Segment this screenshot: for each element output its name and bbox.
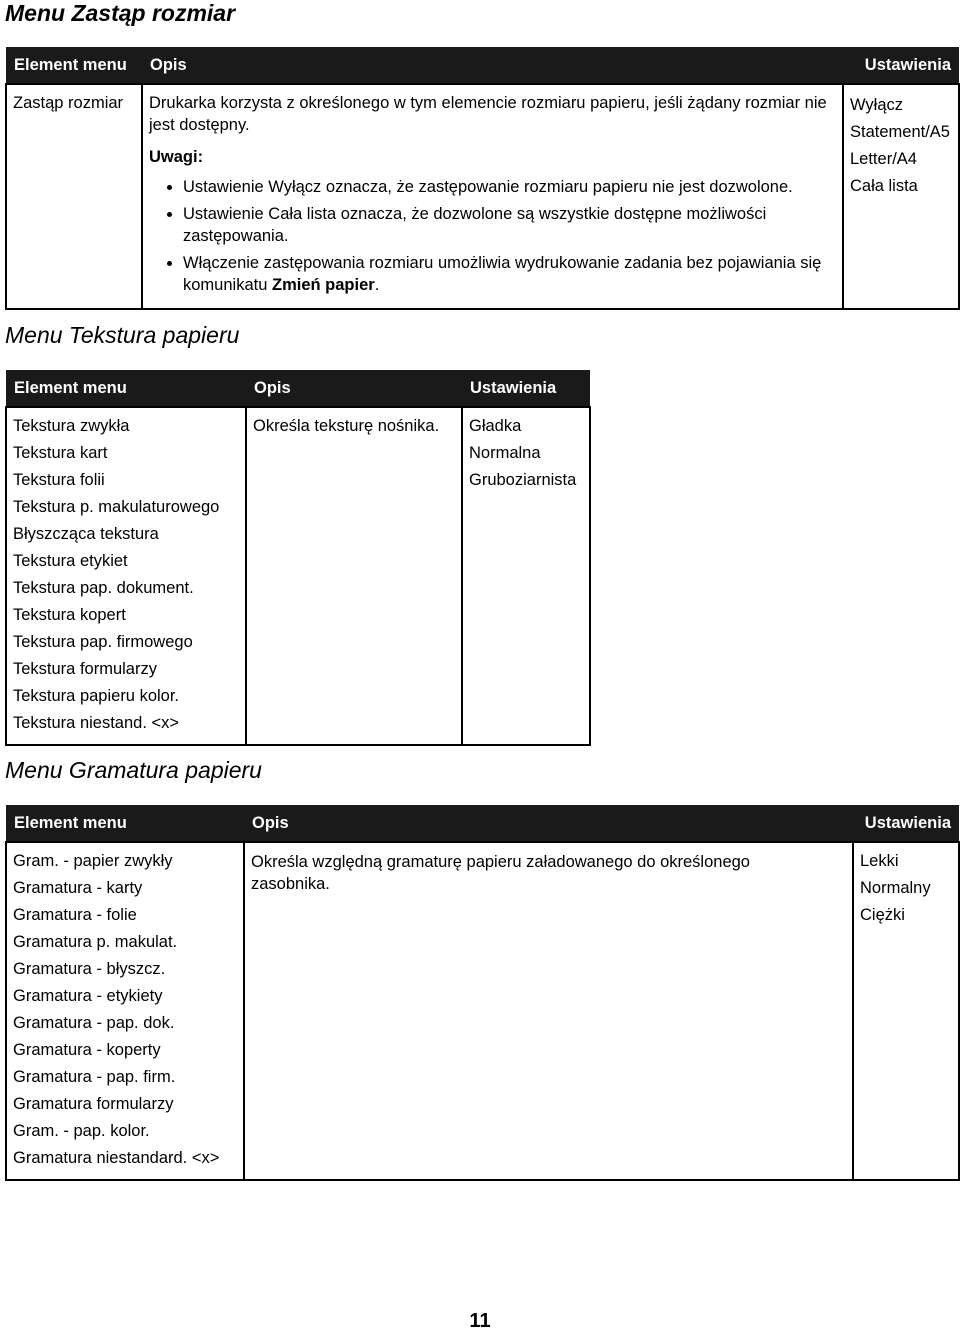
table-header-row (6, 47, 959, 84)
setting-value: Wyłącz (850, 96, 904, 114)
table-row (6, 842, 959, 1180)
element-item: Tekstura papieru kolor. (13, 687, 180, 705)
element-item: Błyszcząca tekstura (13, 525, 159, 543)
cell-description (142, 84, 843, 309)
header-element-menu: Element menu (6, 805, 244, 842)
setting-value: Normalna (469, 444, 541, 462)
element-item: Tekstura niestand. <x> (13, 714, 180, 732)
element-label: Zastąp rozmiar (13, 94, 124, 112)
table-gramatura (5, 805, 960, 1181)
header-ustawienia: Ustawienia (462, 370, 590, 407)
header-element-menu: Element menu (6, 47, 142, 84)
notes-list (149, 176, 836, 296)
cell-description (246, 407, 462, 745)
table-row (6, 84, 959, 309)
table-header-row (6, 805, 959, 842)
section-title-tekstura: Menu Tekstura papieru (5, 322, 240, 348)
element-item: Tekstura pap. firmowego (13, 633, 193, 651)
header-ustawienia: Ustawienia (853, 805, 959, 842)
table-tekstura (5, 370, 591, 746)
setting-value: Gruboziarnista (469, 471, 577, 489)
element-item: Gram. - pap. kolor. (13, 1122, 150, 1140)
table-row (6, 407, 590, 745)
element-item: Gramatura formularzy (13, 1095, 174, 1113)
cell-element (6, 84, 142, 309)
header-opis: Opis (246, 370, 462, 407)
element-item: Gramatura niestandard. <x> (13, 1149, 220, 1167)
element-item: Tekstura kart (13, 444, 108, 462)
element-item: Tekstura zwykła (13, 417, 130, 435)
setting-value: Letter/A4 (850, 150, 917, 168)
cell-settings (853, 842, 959, 1180)
cell-settings (462, 407, 590, 745)
cell-description (244, 842, 853, 1180)
element-item: Gramatura - pap. dok. (13, 1014, 175, 1032)
setting-value: Cała lista (850, 177, 918, 195)
element-item: Gramatura - koperty (13, 1041, 161, 1059)
element-item: Gramatura - karty (13, 879, 143, 897)
element-item: Tekstura p. makulaturowego (13, 498, 220, 516)
setting-value: Ciężki (860, 906, 905, 924)
header-opis: Opis (244, 805, 853, 842)
page-number: 11 (469, 1310, 491, 1332)
note-end: . (374, 276, 380, 294)
table-header-row (6, 370, 590, 407)
setting-value: Lekki (860, 852, 899, 870)
section-title-gramatura: Menu Gramatura papieru (5, 757, 262, 783)
setting-value: Statement/A5 (850, 123, 950, 141)
element-item: Gramatura - błyszcz. (13, 960, 166, 978)
element-item: Gramatura p. makulat. (13, 933, 178, 951)
element-item: Tekstura kopert (13, 606, 126, 624)
note-bold-text: Zmień papier (271, 276, 375, 294)
element-item: Tekstura folii (13, 471, 105, 489)
header-ustawienia: Ustawienia (843, 47, 959, 84)
element-item: Gram. - papier zwykły (13, 852, 173, 870)
notes-label: Uwagi: (149, 148, 204, 166)
note-item: • Ustawienie Cała lista oznacza, że dozwolone są wszystkie dostępne możliwości zastępowania. (183, 203, 836, 247)
note-text: Włączenie zastępowania rozmiaru umożliwia wydrukowanie zadania bez pojawiania się komunikatu (183, 254, 822, 294)
note-item: • Ustawienie Wyłącz oznacza, że zastępowanie rozmiaru papieru nie jest dozwolone. (183, 176, 836, 198)
element-item: Tekstura etykiet (13, 552, 128, 570)
setting-value: Gładka (469, 417, 522, 435)
element-item: Gramatura - folie (13, 906, 137, 924)
element-item: Tekstura formularzy (13, 660, 157, 678)
element-item: Tekstura pap. dokument. (13, 579, 194, 597)
header-element-menu: Element menu (6, 370, 246, 407)
element-item: Gramatura - pap. firm. (13, 1068, 176, 1086)
cell-elements (6, 407, 246, 745)
setting-value: Normalny (860, 879, 931, 897)
note-item (183, 252, 836, 296)
description-text: Drukarka korzysta z określonego w tym elemencie rozmiaru papieru, jeśli żądany rozmiar nie jest dostępny. (149, 94, 827, 134)
cell-settings (843, 84, 959, 309)
description-text: Określa teksturę nośnika. (253, 417, 440, 435)
table-zastap-rozmiar (5, 47, 960, 310)
cell-elements (6, 842, 244, 1180)
section-title-zastap-rozmiar: Menu Zastąp rozmiar (5, 0, 236, 26)
description-text: Określa względną gramaturę papieru załadowanego do określonego zasobnika. (251, 853, 750, 893)
header-opis: Opis (142, 47, 843, 84)
element-item: Gramatura - etykiety (13, 987, 163, 1005)
